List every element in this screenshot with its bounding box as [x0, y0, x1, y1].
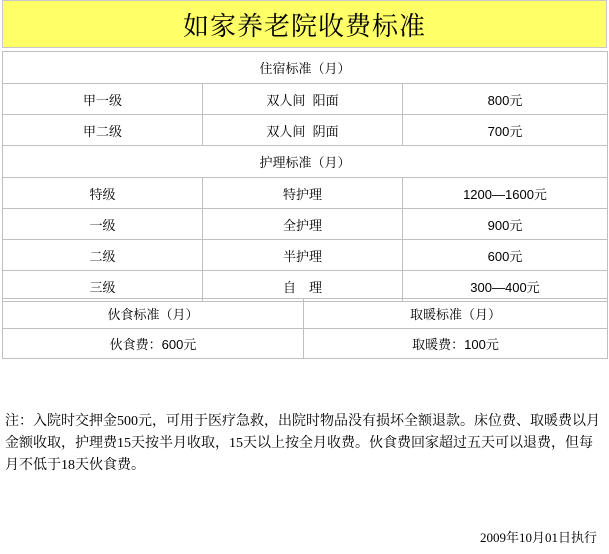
- lodging-price-cell: 700元: [403, 115, 608, 146]
- table-row: [3, 329, 608, 359]
- table-row: [3, 299, 608, 329]
- lodging-section-header-row: [3, 52, 608, 84]
- lodging-room-cell: 双人间 阴面: [203, 115, 403, 146]
- care-level-cell: 三级: [3, 271, 203, 302]
- care-level-cell: 二级: [3, 240, 203, 271]
- lodging-price-cell: 800元: [403, 84, 608, 115]
- table-row: [3, 115, 608, 146]
- table-row: [3, 271, 608, 302]
- heating-value: 取暖费：100元: [304, 329, 608, 359]
- care-type-cell: 全护理: [203, 209, 403, 240]
- meals-value: 伙食费：600元: [3, 329, 304, 359]
- meal-heating-table: [2, 298, 608, 359]
- care-type-cell: 特护理: [203, 178, 403, 209]
- table-row: [3, 178, 608, 209]
- care-price-cell: 300—400元: [403, 271, 608, 302]
- meals-header: 伙食标准（月）: [3, 299, 304, 329]
- care-section-header: 护理标准（月）: [3, 146, 608, 178]
- care-level-cell: 一级: [3, 209, 203, 240]
- care-type-cell: 自 理: [203, 271, 403, 302]
- heating-header: 取暖标准（月）: [304, 299, 608, 329]
- lodging-room-cell: 双人间 阳面: [203, 84, 403, 115]
- care-type-cell: 半护理: [203, 240, 403, 271]
- effective-date: 2009年10月01日执行: [479, 530, 597, 545]
- fee-table: [2, 51, 608, 302]
- table-row: [3, 209, 608, 240]
- page-title: 如家养老院收费标准: [2, 0, 607, 48]
- care-level-cell: 特级: [3, 178, 203, 209]
- table-row: [3, 240, 608, 271]
- care-section-header-row: [3, 146, 608, 178]
- lodging-level-cell: 甲二级: [3, 115, 203, 146]
- care-price-cell: 600元: [403, 240, 608, 271]
- lodging-level-cell: 甲一级: [3, 84, 203, 115]
- fee-note: 注：入院时交押金500元，可用于医疗急救，出院时物品没有损坏全额退款。床位费、取暖费以月金额收取，护理费15天按半月收取，15天以上按全月收费。伙食费回家超过五天可以退费，但每月不低于18天伙食费。: [5, 414, 600, 473]
- lodging-section-header: 住宿标准（月）: [3, 52, 608, 84]
- care-price-cell: 900元: [403, 209, 608, 240]
- table-row: [3, 84, 608, 115]
- care-price-cell: 1200—1600元: [403, 178, 608, 209]
